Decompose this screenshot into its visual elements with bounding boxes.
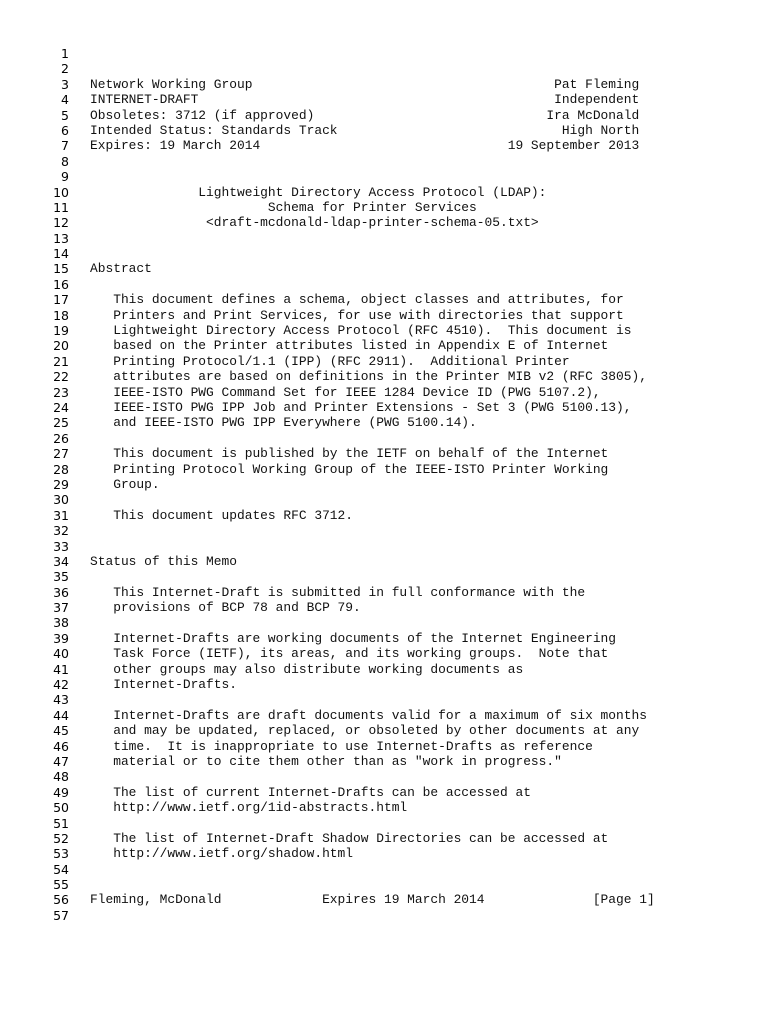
document-line bbox=[0, 323, 770, 338]
line-number: 11 bbox=[53, 199, 69, 215]
line-number: 33 bbox=[53, 538, 69, 554]
line-text: Printers and Print Services, for use with directories that support bbox=[90, 307, 624, 323]
line-number: 15 bbox=[53, 261, 69, 277]
line-number: 3 bbox=[61, 76, 69, 92]
line-text: INTERNET-DRAFT Independent bbox=[90, 92, 640, 108]
line-number: 52 bbox=[53, 830, 69, 846]
line-text: The list of current Internet-Drafts can be accessed at bbox=[90, 784, 531, 800]
document-line bbox=[0, 508, 770, 523]
document-line bbox=[0, 108, 770, 123]
line-number: 27 bbox=[53, 446, 69, 462]
line-text: Lightweight Directory Access Protocol (RFC 4510). This document is bbox=[90, 323, 632, 339]
document-line bbox=[0, 477, 770, 492]
document-line bbox=[0, 892, 770, 907]
line-number: 24 bbox=[53, 399, 69, 415]
line-text: Lightweight Directory Access Protocol (LDAP): bbox=[90, 184, 547, 200]
line-text: Schema for Printer Services bbox=[90, 199, 477, 215]
line-text: and IEEE-ISTO PWG IPP Everywhere (PWG 5100.14). bbox=[90, 415, 477, 431]
line-number: 7 bbox=[61, 138, 69, 154]
line-text: and may be updated, replaced, or obsoleted by other documents at any bbox=[90, 723, 640, 739]
line-number: 28 bbox=[53, 461, 69, 477]
line-number: 36 bbox=[53, 584, 69, 600]
line-number: 39 bbox=[53, 630, 69, 646]
line-number: 8 bbox=[61, 153, 69, 169]
line-text: Internet-Drafts are working documents of the Internet Engineering bbox=[90, 630, 617, 646]
line-number: 21 bbox=[53, 353, 69, 369]
line-number: 20 bbox=[53, 338, 69, 354]
line-number: 30 bbox=[53, 492, 69, 508]
document-line bbox=[0, 585, 770, 600]
document-line bbox=[0, 431, 770, 446]
document-line bbox=[0, 292, 770, 307]
line-number: 13 bbox=[53, 230, 69, 246]
line-text: This document defines a schema, object classes and attributes, for bbox=[90, 292, 624, 308]
line-text: time. It is inappropriate to use Internet-Drafts as reference bbox=[90, 738, 593, 754]
document-line bbox=[0, 569, 770, 584]
line-text: attributes are based on definitions in the Printer MIB v2 (RFC 3805), bbox=[90, 369, 647, 385]
line-number: 2 bbox=[61, 61, 69, 77]
document-line bbox=[0, 200, 770, 215]
line-text: Printing Protocol Working Group of the IEEE-ISTO Printer Working bbox=[90, 461, 609, 477]
document-line bbox=[0, 723, 770, 738]
line-number: 45 bbox=[53, 723, 69, 739]
line-text: Abstract bbox=[90, 261, 152, 277]
document-line bbox=[0, 831, 770, 846]
line-number: 44 bbox=[53, 707, 69, 723]
line-number: 51 bbox=[53, 815, 69, 831]
line-number: 16 bbox=[53, 276, 69, 292]
line-number: 35 bbox=[53, 569, 69, 585]
line-number: 29 bbox=[53, 476, 69, 492]
line-number: 50 bbox=[53, 800, 69, 816]
line-number: 1 bbox=[61, 46, 69, 61]
line-number: 34 bbox=[53, 553, 69, 569]
document-line bbox=[0, 354, 770, 369]
line-number: 56 bbox=[53, 892, 69, 908]
line-number: 53 bbox=[53, 846, 69, 862]
line-text: Fleming, McDonald Expires 19 March 2014 [Page 1] bbox=[90, 892, 655, 908]
document-line bbox=[0, 554, 770, 569]
document-line bbox=[0, 185, 770, 200]
document-line bbox=[0, 385, 770, 400]
document-line bbox=[0, 338, 770, 353]
line-number: 23 bbox=[53, 384, 69, 400]
line-number: 48 bbox=[53, 769, 69, 785]
line-number: 57 bbox=[53, 907, 69, 923]
line-number: 4 bbox=[61, 92, 69, 108]
document-line bbox=[0, 138, 770, 153]
document-line bbox=[0, 523, 770, 538]
line-text: Obsoletes: 3712 (if approved) Ira McDonald bbox=[90, 107, 640, 123]
line-text: This document is published by the IETF on behalf of the Internet bbox=[90, 446, 609, 462]
document-line bbox=[0, 492, 770, 507]
document-line bbox=[0, 61, 770, 76]
line-text: This document updates RFC 3712. bbox=[90, 507, 354, 523]
document-line bbox=[0, 631, 770, 646]
line-text: Printing Protocol/1.1 (IPP) (RFC 2911). Additional Printer bbox=[90, 353, 570, 369]
line-text: <draft-mcdonald-ldap-printer-schema-05.txt> bbox=[90, 215, 539, 231]
line-text: http://www.ietf.org/shadow.html bbox=[90, 846, 354, 862]
document-line bbox=[0, 246, 770, 261]
document-line bbox=[0, 462, 770, 477]
document-body bbox=[0, 46, 770, 923]
line-number: 40 bbox=[53, 646, 69, 662]
document-line bbox=[0, 769, 770, 784]
line-number: 25 bbox=[53, 415, 69, 431]
line-text: other groups may also distribute working documents as bbox=[90, 661, 524, 677]
document-line bbox=[0, 600, 770, 615]
line-text: Intended Status: Standards Track High North bbox=[90, 122, 640, 138]
line-text: http://www.ietf.org/1id-abstracts.html bbox=[90, 800, 408, 816]
document-line bbox=[0, 677, 770, 692]
document-line bbox=[0, 400, 770, 415]
line-text: Expires: 19 March 2014 19 September 2013 bbox=[90, 138, 640, 154]
document-line bbox=[0, 308, 770, 323]
line-text: IEEE-ISTO PWG Command Set for IEEE 1284 Device ID (PWG 5107.2), bbox=[90, 384, 601, 400]
line-text: Internet-Drafts. bbox=[90, 677, 237, 693]
document-line bbox=[0, 785, 770, 800]
line-number: 32 bbox=[53, 523, 69, 539]
document-line bbox=[0, 46, 770, 61]
line-number: 37 bbox=[53, 600, 69, 616]
line-number: 10 bbox=[53, 184, 69, 200]
document-line bbox=[0, 92, 770, 107]
line-text: The list of Internet-Draft Shadow Directories can be accessed at bbox=[90, 830, 609, 846]
document-line bbox=[0, 169, 770, 184]
line-number: 31 bbox=[53, 507, 69, 523]
line-number: 42 bbox=[53, 677, 69, 693]
line-text: This Internet-Draft is submitted in full conformance with the bbox=[90, 584, 586, 600]
document-line bbox=[0, 123, 770, 138]
line-number: 17 bbox=[53, 292, 69, 308]
document-line bbox=[0, 708, 770, 723]
line-text: based on the Printer attributes listed in Appendix E of Internet bbox=[90, 338, 609, 354]
document-line bbox=[0, 77, 770, 92]
document-line bbox=[0, 615, 770, 630]
document-line bbox=[0, 846, 770, 861]
line-text: Task Force (IETF), its areas, and its working groups. Note that bbox=[90, 646, 609, 662]
document-line bbox=[0, 369, 770, 384]
document-line bbox=[0, 739, 770, 754]
line-number: 22 bbox=[53, 369, 69, 385]
line-text: provisions of BCP 78 and BCP 79. bbox=[90, 600, 361, 616]
document-line bbox=[0, 154, 770, 169]
document-line bbox=[0, 692, 770, 707]
line-number: 18 bbox=[53, 307, 69, 323]
line-text: Group. bbox=[90, 476, 160, 492]
document-line bbox=[0, 877, 770, 892]
document-line bbox=[0, 539, 770, 554]
document-line bbox=[0, 646, 770, 661]
line-number: 43 bbox=[53, 692, 69, 708]
line-number: 14 bbox=[53, 246, 69, 262]
document-line bbox=[0, 231, 770, 246]
line-number: 46 bbox=[53, 738, 69, 754]
line-number: 54 bbox=[53, 861, 69, 877]
document-line bbox=[0, 261, 770, 276]
line-number: 19 bbox=[53, 323, 69, 339]
line-number: 55 bbox=[53, 877, 69, 893]
line-number: 12 bbox=[53, 215, 69, 231]
document-line bbox=[0, 754, 770, 769]
document-line bbox=[0, 800, 770, 815]
document-line bbox=[0, 277, 770, 292]
line-number: 38 bbox=[53, 615, 69, 631]
document-line bbox=[0, 415, 770, 430]
line-number: 26 bbox=[53, 430, 69, 446]
document-line bbox=[0, 446, 770, 461]
line-number: 49 bbox=[53, 784, 69, 800]
document-line bbox=[0, 215, 770, 230]
line-text: material or to cite them other than as "work in progress." bbox=[90, 753, 562, 769]
line-number: 5 bbox=[61, 107, 69, 123]
line-number: 6 bbox=[61, 122, 69, 138]
document-line bbox=[0, 816, 770, 831]
document-line bbox=[0, 662, 770, 677]
document-line bbox=[0, 908, 770, 923]
line-text: Status of this Memo bbox=[90, 553, 237, 569]
line-text: Network Working Group Pat Fleming bbox=[90, 76, 640, 92]
line-number: 47 bbox=[53, 753, 69, 769]
line-text: Internet-Drafts are draft documents valid for a maximum of six months bbox=[90, 707, 647, 723]
line-number: 9 bbox=[61, 169, 69, 185]
line-text: IEEE-ISTO PWG IPP Job and Printer Extensions - Set 3 (PWG 5100.13), bbox=[90, 399, 632, 415]
line-number: 41 bbox=[53, 661, 69, 677]
document-line bbox=[0, 862, 770, 877]
